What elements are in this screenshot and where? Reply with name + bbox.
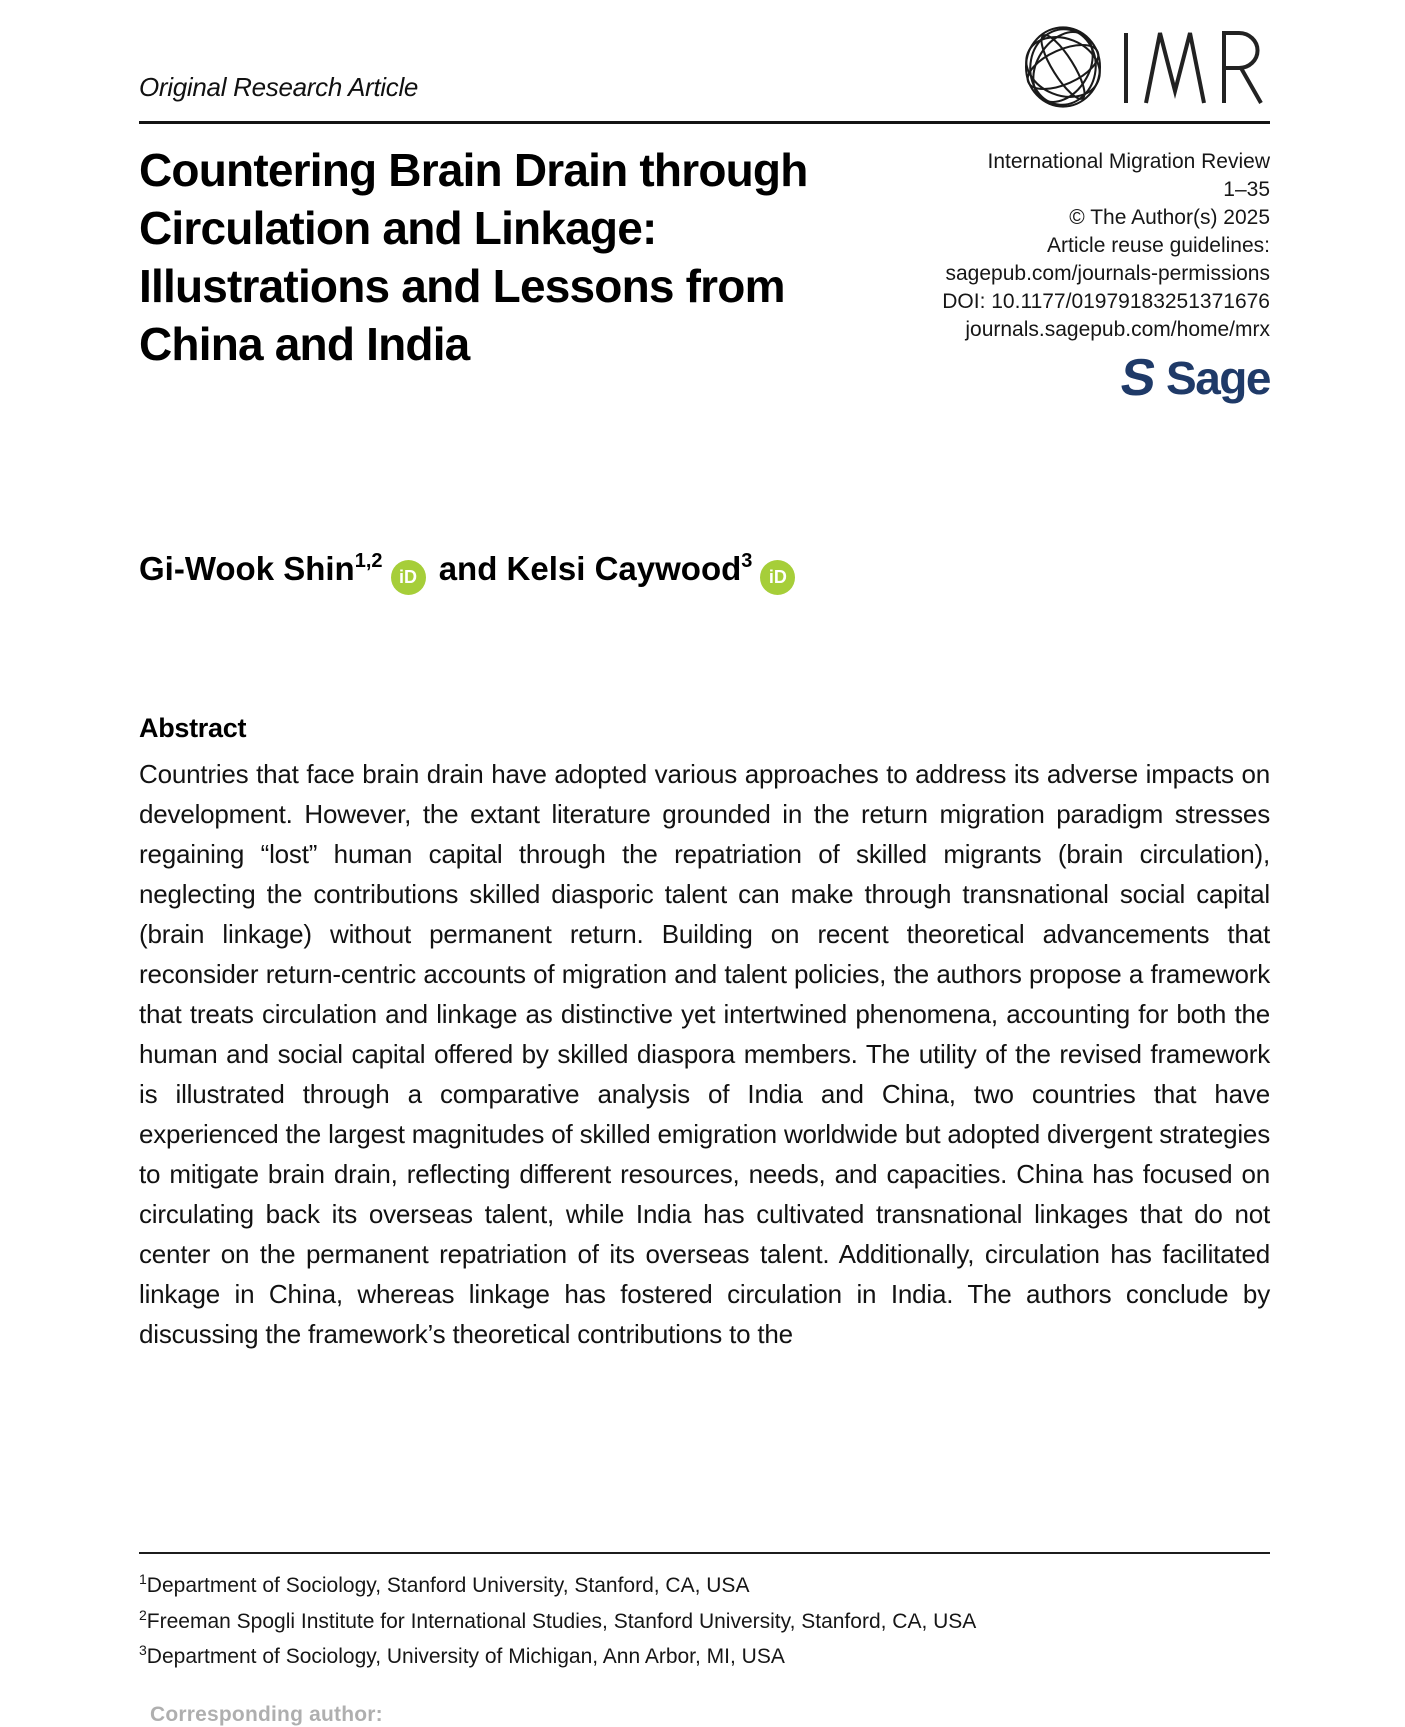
journal-homepage-link[interactable]: journals.sagepub.com/home/mrx (965, 318, 1270, 341)
footnote-text: Department of Sociology, University of Michigan, Ann Arbor, MI, USA (146, 1645, 785, 1668)
footnote-text: Department of Sociology, Stanford University, Stanford, CA, USA (146, 1574, 750, 1597)
footnote-ref: 2 (139, 1606, 147, 1623)
imr-logo (1020, 24, 1270, 110)
footnote-ref: 1 (139, 1571, 147, 1587)
sage-s-icon: S (1117, 349, 1161, 407)
page-range: 1–35 (1223, 178, 1270, 201)
affiliation-footnotes (139, 1552, 1270, 1676)
article-title: Countering Brain Drain through Circulation and Linkage: Illustrations and Lessons from China and India (139, 144, 808, 370)
abstract-text: Countries that face brain drain have adopted various approaches to address its adverse impacts on development. However, the extant literature grounded in the return migration paradigm stresses regaining “lost” human capital through the repatriation of skilled migrants (brain circulation), neglecting the contributions skilled diasporic talent can make through transnational social capital (brain linkage) without permanent return. Building on recent theoretical advancements that reconsider return-centric accounts of migration and talent policies, the authors propose a framework that treats circulation and linkage as distinctive yet intertwined phenomena, accounting for both the human and social capital offered by skilled diaspora members. The utility of the revised framework is illustrated through a comparative analysis of India and China, two countries that have experienced the largest magnitudes of skilled emigration worldwide but adopted divergent strategies to mitigate brain drain, reflecting different resources, needs, and capacities. China has focused on circulating back its overseas talent, while India has cultivated transnational linkages that do not center on the permanent repatriation of its overseas talent. Additionally, circulation has facilitated linkage in China, whereas linkage has fostered circulation in India. The authors conclude by discussing the framework’s theoretical contributions to the (139, 759, 1270, 1349)
author-1-affiliation-refs: 1,2 (354, 550, 383, 572)
article-type-label: Original Research Article (139, 72, 419, 102)
journal-info-block (840, 148, 1270, 407)
doi-line[interactable]: DOI: 10.1177/01979183251371676 (942, 290, 1270, 313)
copyright-line: © The Author(s) 2025 (1069, 206, 1270, 229)
sage-logo (840, 349, 1270, 407)
abstract-section (139, 713, 1270, 1354)
imr-globe-icon (1020, 24, 1106, 110)
abstract-heading: Abstract (139, 713, 247, 743)
corresponding-author-cutoff-line: Corresponding author: (150, 1703, 383, 1726)
author-2-affiliation-refs: 3 (741, 550, 753, 572)
orcid-icon[interactable]: iD (760, 560, 795, 595)
masthead (139, 0, 1270, 124)
journal-name: International Migration Review (987, 150, 1270, 173)
footnote-ref: 3 (139, 1642, 147, 1658)
byline (139, 550, 1270, 595)
byline-connector: and (438, 550, 498, 587)
footnote-affiliation-1 (139, 1569, 1270, 1605)
footnote-text: Freeman Spogli Institute for International Studies, Stanford University, Stanford, CA, USA (146, 1609, 977, 1633)
orcid-icon[interactable]: iD (391, 560, 426, 595)
footnote-affiliation-3 (139, 1640, 1270, 1676)
author-name-1: Gi-Wook Shin (139, 550, 355, 587)
reuse-guidelines-link[interactable]: sagepub.com/journals-permissions (945, 262, 1270, 285)
reuse-guidelines-label: Article reuse guidelines: (1047, 234, 1270, 257)
author-name-2: Kelsi Caywood (506, 550, 742, 587)
imr-wordmark (1120, 27, 1270, 107)
footnote-affiliation-2 (139, 1605, 1270, 1641)
title-row (139, 142, 1270, 407)
sage-wordmark: Sage (1166, 352, 1270, 404)
